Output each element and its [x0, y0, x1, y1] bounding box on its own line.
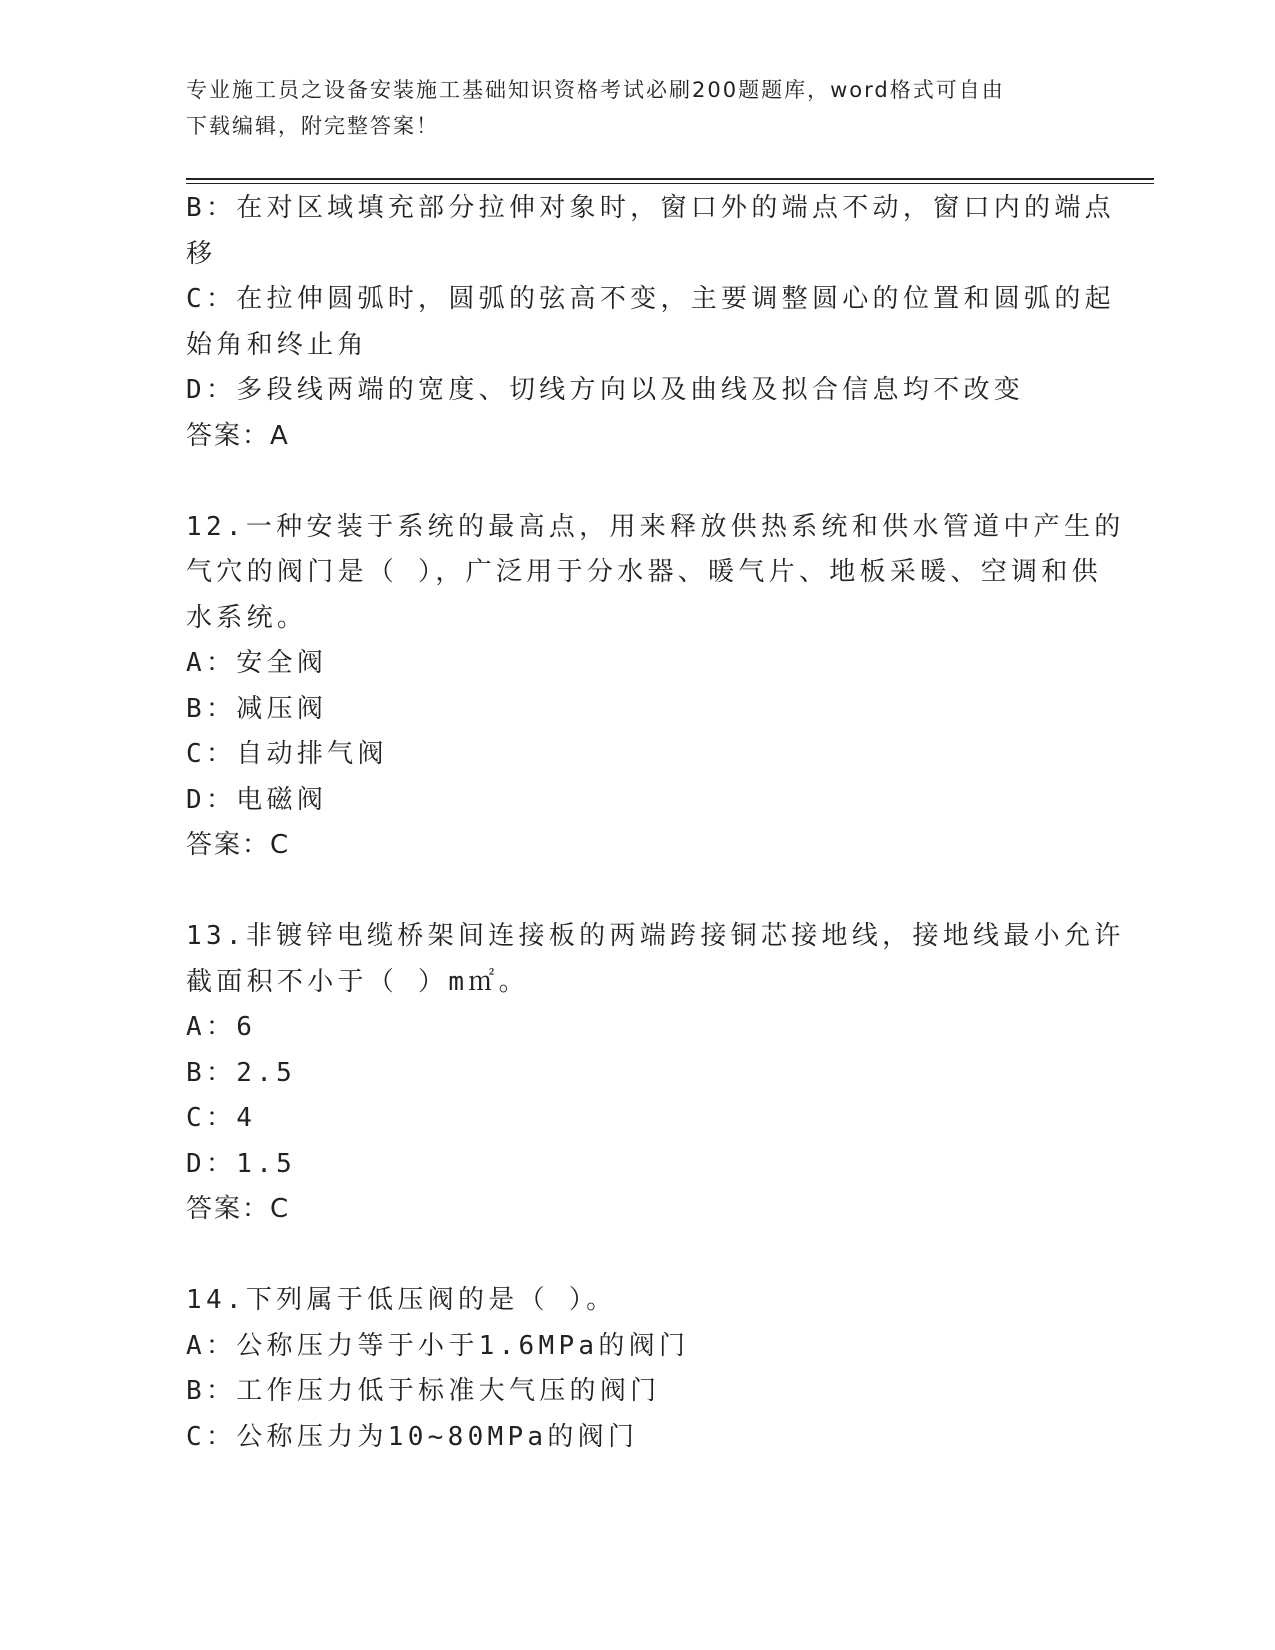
document-body: [186, 186, 1125, 1460]
header-rule-thin: [186, 183, 1154, 184]
question-gap: [186, 1233, 1086, 1279]
question-13: [186, 914, 1125, 1233]
answer: 答案：C: [186, 1194, 291, 1224]
question-stem-line-1: 14.下列属于低压阀的是（ ）。: [186, 1285, 617, 1315]
document-header: [186, 72, 1086, 144]
question-12: [186, 505, 1125, 869]
question-gap: [186, 459, 1086, 505]
option-d: D：1.5: [186, 1148, 297, 1179]
question-stem-line-1: 12.一种安装于系统的最高点，用来释放供热系统和供水管道中产生的: [186, 511, 1125, 542]
option-b: B：2.5: [186, 1057, 297, 1088]
option-a: A：安全阀: [186, 648, 328, 678]
option-b-line-2: 移: [186, 238, 217, 269]
option-c: C：自动排气阀: [186, 739, 388, 769]
question-stem-line-3: 水系统。: [186, 602, 308, 633]
question-gap: [186, 869, 1086, 915]
option-c-line-1: C：在拉伸圆弧时，圆弧的弦高不变，主要调整圆心的位置和圆弧的起: [186, 284, 1115, 314]
option-c: C：4: [186, 1103, 257, 1133]
header-title-line-2: 下载编辑，附完整答案！: [186, 114, 439, 138]
option-b-line-1: B：在对区域填充部分拉伸对象时，窗口外的端点不动，窗口内的端点: [186, 193, 1115, 223]
question-stem-line-2: 截面积不小于（ ）m㎡。: [186, 966, 529, 997]
option-a: A：6: [186, 1012, 257, 1042]
option-b: B：减压阀: [186, 693, 328, 724]
option-b: B：工作压力低于标准大气压的阀门: [186, 1376, 661, 1406]
header-title-line-1: 专业施工员之设备安装施工基础知识资格考试必刷200题题库，word格式可自由: [186, 78, 1005, 102]
question-stem-line-1: 13.非镀锌电缆桥架间连接板的两端跨接铜芯接地线，接地线最小允许: [186, 921, 1125, 951]
option-c-line-2: 始角和终止角: [186, 329, 368, 360]
question-14: [186, 1278, 1086, 1460]
option-d: D：电磁阀: [186, 784, 328, 815]
option-d: D：多段线两端的宽度、切线方向以及曲线及拟合信息均不改变: [186, 375, 1025, 405]
header-rule-thick: [186, 178, 1154, 180]
answer: 答案：A: [186, 420, 290, 451]
question-11-partial: [186, 186, 1115, 459]
answer: 答案：C: [186, 830, 291, 860]
option-c: C：公称压力为10~80MPa的阀门: [186, 1421, 639, 1452]
option-a: A：公称压力等于小于1.6MPa的阀门: [186, 1330, 690, 1361]
question-stem-line-2: 气穴的阀门是（ ），广泛用于分水器、暖气片、地板采暖、空调和供: [186, 557, 1102, 587]
